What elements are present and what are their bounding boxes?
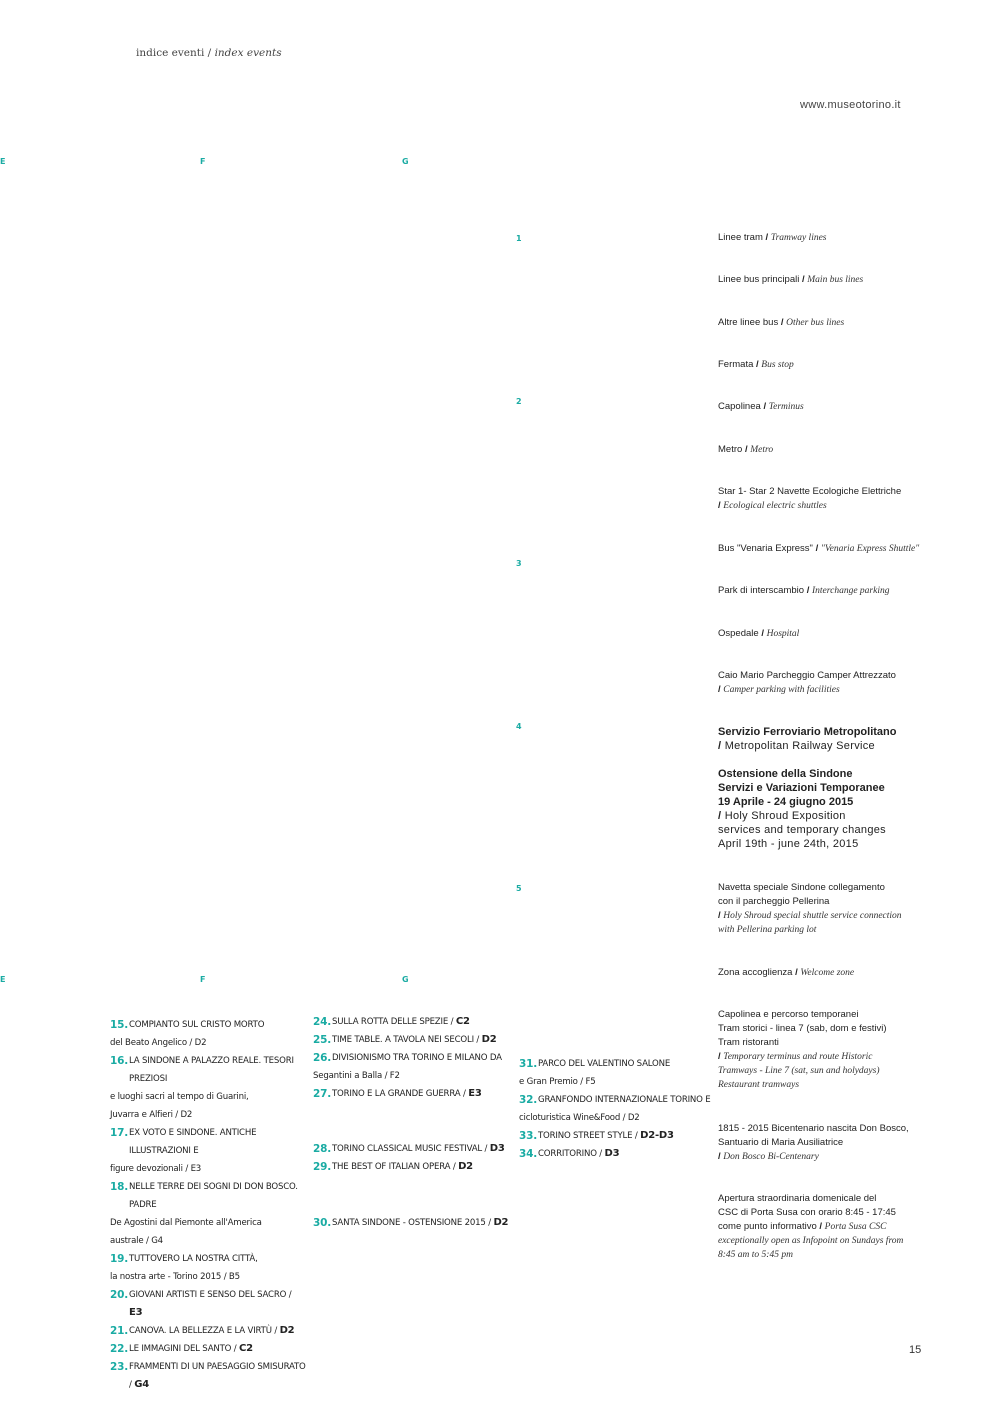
event-title: TORINO STREET STYLE / [538,1131,641,1141]
event-number: 33. [519,1130,538,1142]
event-number: 28. [313,1143,332,1155]
event-title: LE IMMAGINI DEL SANTO / [129,1344,239,1354]
event-29[interactable] [313,1158,509,1176]
event-title-cont: e luoghi sacri al tempo di Guarini, [110,1092,249,1102]
legend-main-bus [718,273,928,287]
event-22[interactable] [110,1340,306,1358]
website-url[interactable]: www.museotorino.it [800,99,901,111]
event-number: 21. [110,1325,129,1337]
legend-separator: / [815,543,819,554]
legend-separator: / [780,317,784,328]
events-column-1 [110,1016,306,1394]
event-number: 22. [110,1343,129,1355]
event-number: 29. [313,1161,332,1173]
legend-separator: / [763,401,767,412]
event-title-cont: figure devozionali / [110,1164,191,1174]
event-17[interactable] [110,1124,306,1178]
legend-temp-en-2: Tramways - Line 7 (sat, sun and holydays) [718,1066,880,1076]
legend-csc-en-2: exceptionally open as Infopoint on Sundays from [718,1236,904,1246]
legend-park [718,584,928,598]
event-title-cont: Segantini a Balla / [313,1071,390,1081]
event-grid-ref: D2 [458,1161,473,1172]
event-title: CORRITORINO / [538,1149,605,1159]
event-28[interactable] [313,1140,509,1158]
event-title: TIME TABLE. A TAVOLA NEI SECOLI / [332,1035,482,1045]
legend-metro-it: Metro [718,444,743,455]
event-30[interactable] [313,1214,509,1232]
legend-separator: / [765,232,769,243]
event-grid-ref: D3 [604,1148,620,1159]
legend-tram [718,231,928,245]
legend-temp-it-1: Capolinea e percorso temporanei [718,1009,859,1020]
event-number: 20. [110,1289,129,1301]
legend-temporary [718,1008,928,1092]
legend-bus-stop-it: Fermata [718,359,754,370]
event-19[interactable] [110,1250,306,1286]
event-grid-ref: D2 [627,1113,640,1123]
event-title: SANTA SINDONE - OSTENSIONE 2015 / [332,1218,494,1228]
legend-terminus-en: Terminus [768,402,804,412]
event-grid-ref: D2 [194,1038,207,1048]
event-title-cont: australe / [110,1236,152,1246]
legend-other-bus [718,316,928,330]
legend-tram-en: Tramway lines [770,233,827,243]
legend-camper [718,669,928,697]
legend-shroud-it-1: Ostensione della Sindone [718,768,853,780]
grid-col-f-top: F [200,157,206,166]
event-number: 17. [110,1127,129,1139]
grid-row-3: 3 [516,559,522,568]
event-32[interactable] [519,1091,715,1127]
legend-hospital-en: Hospital [766,629,800,639]
legend-separator: / [718,910,721,921]
event-24[interactable] [313,1013,509,1031]
legend-welcome-en: Welcome zone [800,968,855,978]
grid-col-e-bottom: E [0,975,6,984]
event-grid-ref: C2 [239,1343,253,1354]
legend-temp-en-1: Temporary terminus and route Historic [723,1052,873,1062]
legend-bus-stop [718,358,928,372]
legend-separator: / [801,274,805,285]
legend-hospital-it: Ospedale [718,628,759,639]
section-title-it: indice eventi [136,47,205,59]
legend-star-it: Star 1- Star 2 Navette Ecologiche Elettriche [718,486,902,497]
legend-csc-it-2: CSC di Porta Susa con orario 8:45 - 17:45 [718,1207,896,1218]
legend-shroud-exposition [718,767,928,851]
legend-separator: / [761,628,764,639]
legend-bosco-it-1: 1815 - 2015 Bicentenario nascita Don Bosco, [718,1123,909,1134]
event-title-cont: De Agostini dal Piemonte all'America [110,1218,262,1228]
legend-bosco-en: Don Bosco Bi-Centenary [723,1152,819,1162]
event-title-cont: cicloturistica Wine&Food / [519,1113,628,1123]
legend-camper-it: Caio Mario Parcheggio Camper Attrezzato [718,670,896,681]
events-column-2-shroud [313,1214,509,1232]
legend-venaria-en: "Venaria Express Shuttle" [820,544,920,554]
legend-main-bus-en: Main bus lines [807,275,864,285]
event-grid-ref: E3 [468,1088,482,1099]
legend-rail-en: Metropolitan Railway Service [724,740,875,752]
legend-rail-it: Servizio Ferroviario Metropolitano [718,726,897,738]
event-title-cont: del Beato Angelico / [110,1038,195,1048]
legend-csc-en-1: Porta Susa CSC [824,1222,887,1232]
events-column-3 [519,1055,715,1163]
legend-tram-it: Linee tram [718,232,763,243]
header-separator: / [204,47,215,59]
legend-temp-en-3: Restaurant tramways [718,1080,800,1090]
legend-separator: / [806,585,810,596]
event-grid-ref: D2 [481,1034,497,1045]
events-column-2 [313,1013,509,1103]
event-20[interactable] [110,1286,306,1322]
legend-separator: / [718,684,721,695]
event-title: COMPIANTO SUL CRISTO MORTO [129,1020,265,1030]
legend-shroud-en-1: Holy Shroud Exposition [724,810,846,822]
page-number: 15 [909,1344,922,1356]
legend-bus-stop-en: Bus stop [761,360,794,370]
legend-welcome-it: Zona accoglienza [718,967,793,978]
event-title: NELLE TERRE DEI SOGNI DI DON BOSCO. PADRE [129,1182,298,1210]
legend-shroud-shuttle [718,881,928,937]
event-number: 23. [110,1361,129,1373]
event-title-cont: la nostra arte - Torino 2015 / [110,1272,229,1282]
legend-temp-it-2: Tram storici - linea 7 (sab, dom e festivi) [718,1023,887,1034]
legend-park-en: Interchange parking [811,586,890,596]
legend-star-shuttles [718,485,928,513]
legend-separator: / [795,967,798,978]
event-title-cont: e Gran Premio / [519,1077,586,1087]
legend-separator: / [718,810,722,822]
event-33[interactable] [519,1127,715,1145]
event-title: THE BEST OF ITALIAN OPERA / [332,1162,459,1172]
event-title: TORINO CLASSICAL MUSIC FESTIVAL / [332,1144,490,1154]
event-title-cont: Juvarra e Alfieri / [110,1110,181,1120]
event-26[interactable] [313,1049,509,1085]
event-number: 19. [110,1253,129,1265]
legend-shroud-en-2: services and temporary changes [718,824,886,836]
event-grid-ref: D3 [489,1143,505,1154]
section-title-en: index events [214,47,282,59]
event-number: 30. [313,1217,332,1229]
event-grid-ref: D2 [279,1325,295,1336]
event-title: GIOVANI ARTISTI E SENSO DEL SACRO / [129,1290,292,1300]
event-number: 18. [110,1181,129,1193]
legend-separator: / [744,444,748,455]
legend-rail [718,725,928,753]
legend-separator: / [756,359,759,370]
grid-row-2: 2 [516,397,522,406]
event-grid-ref: F5 [585,1077,596,1087]
event-grid-ref: F2 [389,1071,400,1081]
legend-star-en: Ecological electric shuttles [723,501,827,511]
event-title: LA SINDONE A PALAZZO REALE. TESORI PREZIOSI [129,1056,294,1084]
legend-metro-en: Metro [750,445,774,455]
legend-separator: / [718,1151,721,1162]
event-grid-ref: G4 [134,1379,150,1390]
event-grid-ref: D2 [493,1217,509,1228]
grid-row-1: 1 [516,234,522,243]
legend-shroud-it-2: Servizi e Variazioni Temporanee [718,782,885,794]
grid-row-5: 5 [516,884,522,893]
event-title: TORINO E LA GRANDE GUERRA / [332,1089,469,1099]
event-grid-ref: D2 [180,1110,193,1120]
legend-shuttle-it-2: con il parcheggio Pellerina [718,896,830,907]
event-31[interactable] [519,1055,715,1091]
legend-venaria [718,542,958,556]
grid-col-g-bottom: G [402,975,409,984]
event-title: CANOVA. LA BELLEZZA E LA VIRTÙ / [129,1326,280,1336]
legend-csc-en-3: 8:45 am to 5:45 pm [718,1250,793,1260]
event-number: 32. [519,1094,538,1106]
legend-main-bus-it: Linee bus principali [718,274,800,285]
event-27[interactable] [313,1085,509,1103]
event-grid-ref: B5 [228,1272,240,1282]
event-number: 15. [110,1019,129,1031]
event-number: 25. [313,1034,332,1046]
legend-venaria-it: Bus "Venaria Express" [718,543,813,554]
event-15[interactable] [110,1016,306,1052]
legend-shuttle-en-1: Holy Shroud special shuttle service connection [723,911,902,921]
event-grid-ref: E3 [129,1307,143,1318]
section-header [136,47,282,59]
legend-shuttle-it-1: Navetta speciale Sindone collegamento [718,882,885,893]
event-grid-ref: C2 [455,1016,470,1027]
event-18[interactable] [110,1178,306,1250]
grid-col-g-top: G [402,157,409,166]
legend-separator: / [718,740,722,752]
legend-hospital [718,627,928,641]
legend-separator: / [718,500,721,511]
legend-camper-en: Camper parking with facilities [723,685,840,695]
legend-terminus [718,400,928,414]
legend-csc [718,1192,928,1262]
legend-metro [718,443,928,457]
grid-col-f-bottom: F [200,975,206,984]
event-number: 27. [313,1088,332,1100]
event-grid-ref: G4 [151,1236,163,1246]
grid-row-4: 4 [516,722,522,731]
legend-shuttle-en-2: with Pellerina parking lot [718,925,817,935]
event-title: DIVISIONISMO TRA TORINO E MILANO DA [332,1053,502,1063]
legend-shroud-en-3: April 19th - june 24th, 2015 [718,838,859,850]
event-16[interactable] [110,1052,306,1124]
event-number: 34. [519,1148,538,1160]
event-23[interactable] [110,1358,306,1394]
legend-other-bus-en: Other bus lines [786,318,845,328]
legend-other-bus-it: Altre linee bus [718,317,779,328]
legend-welcome [718,966,928,980]
event-title: SULLA ROTTA DELLE SPEZIE / [332,1017,456,1027]
event-number: 31. [519,1058,538,1070]
legend-temp-it-3: Tram ristoranti [718,1037,779,1048]
grid-col-e-top: E [0,157,6,166]
legend-csc-it-3: come punto informativo [718,1221,817,1232]
event-number: 16. [110,1055,129,1067]
legend-park-it: Park di interscambio [718,585,805,596]
event-title: FRAMMENTI DI UN PAESAGGIO SMISURATO / [129,1362,306,1390]
event-34[interactable] [519,1145,715,1163]
event-number: 26. [313,1052,332,1064]
legend-bosco-it-2: Santuario di Maria Ausiliatrice [718,1137,844,1148]
legend-terminus-it: Capolinea [718,401,761,412]
event-25[interactable] [313,1031,509,1049]
event-grid-ref: E3 [190,1164,202,1174]
legend-csc-it-1: Apertura straordinaria domenicale del [718,1193,877,1204]
event-grid-ref: D2-D3 [640,1130,674,1141]
events-column-2-music [313,1140,509,1176]
event-number: 24. [313,1016,332,1028]
legend-shroud-it-3: 19 Aprile - 24 giugno 2015 [718,796,854,808]
event-title: EX VOTO E SINDONE. ANTICHE ILLUSTRAZIONI E [129,1128,257,1156]
event-title: TUTTOVERO LA NOSTRA CITTÀ, [129,1254,258,1264]
event-21[interactable] [110,1322,306,1340]
legend-separator: / [819,1221,823,1232]
legend-don-bosco [718,1122,928,1164]
event-title: PARCO DEL VALENTINO SALONE [538,1059,671,1069]
event-title: GRANFONDO INTERNAZIONALE TORINO E [538,1095,711,1105]
legend-separator: / [718,1051,721,1062]
